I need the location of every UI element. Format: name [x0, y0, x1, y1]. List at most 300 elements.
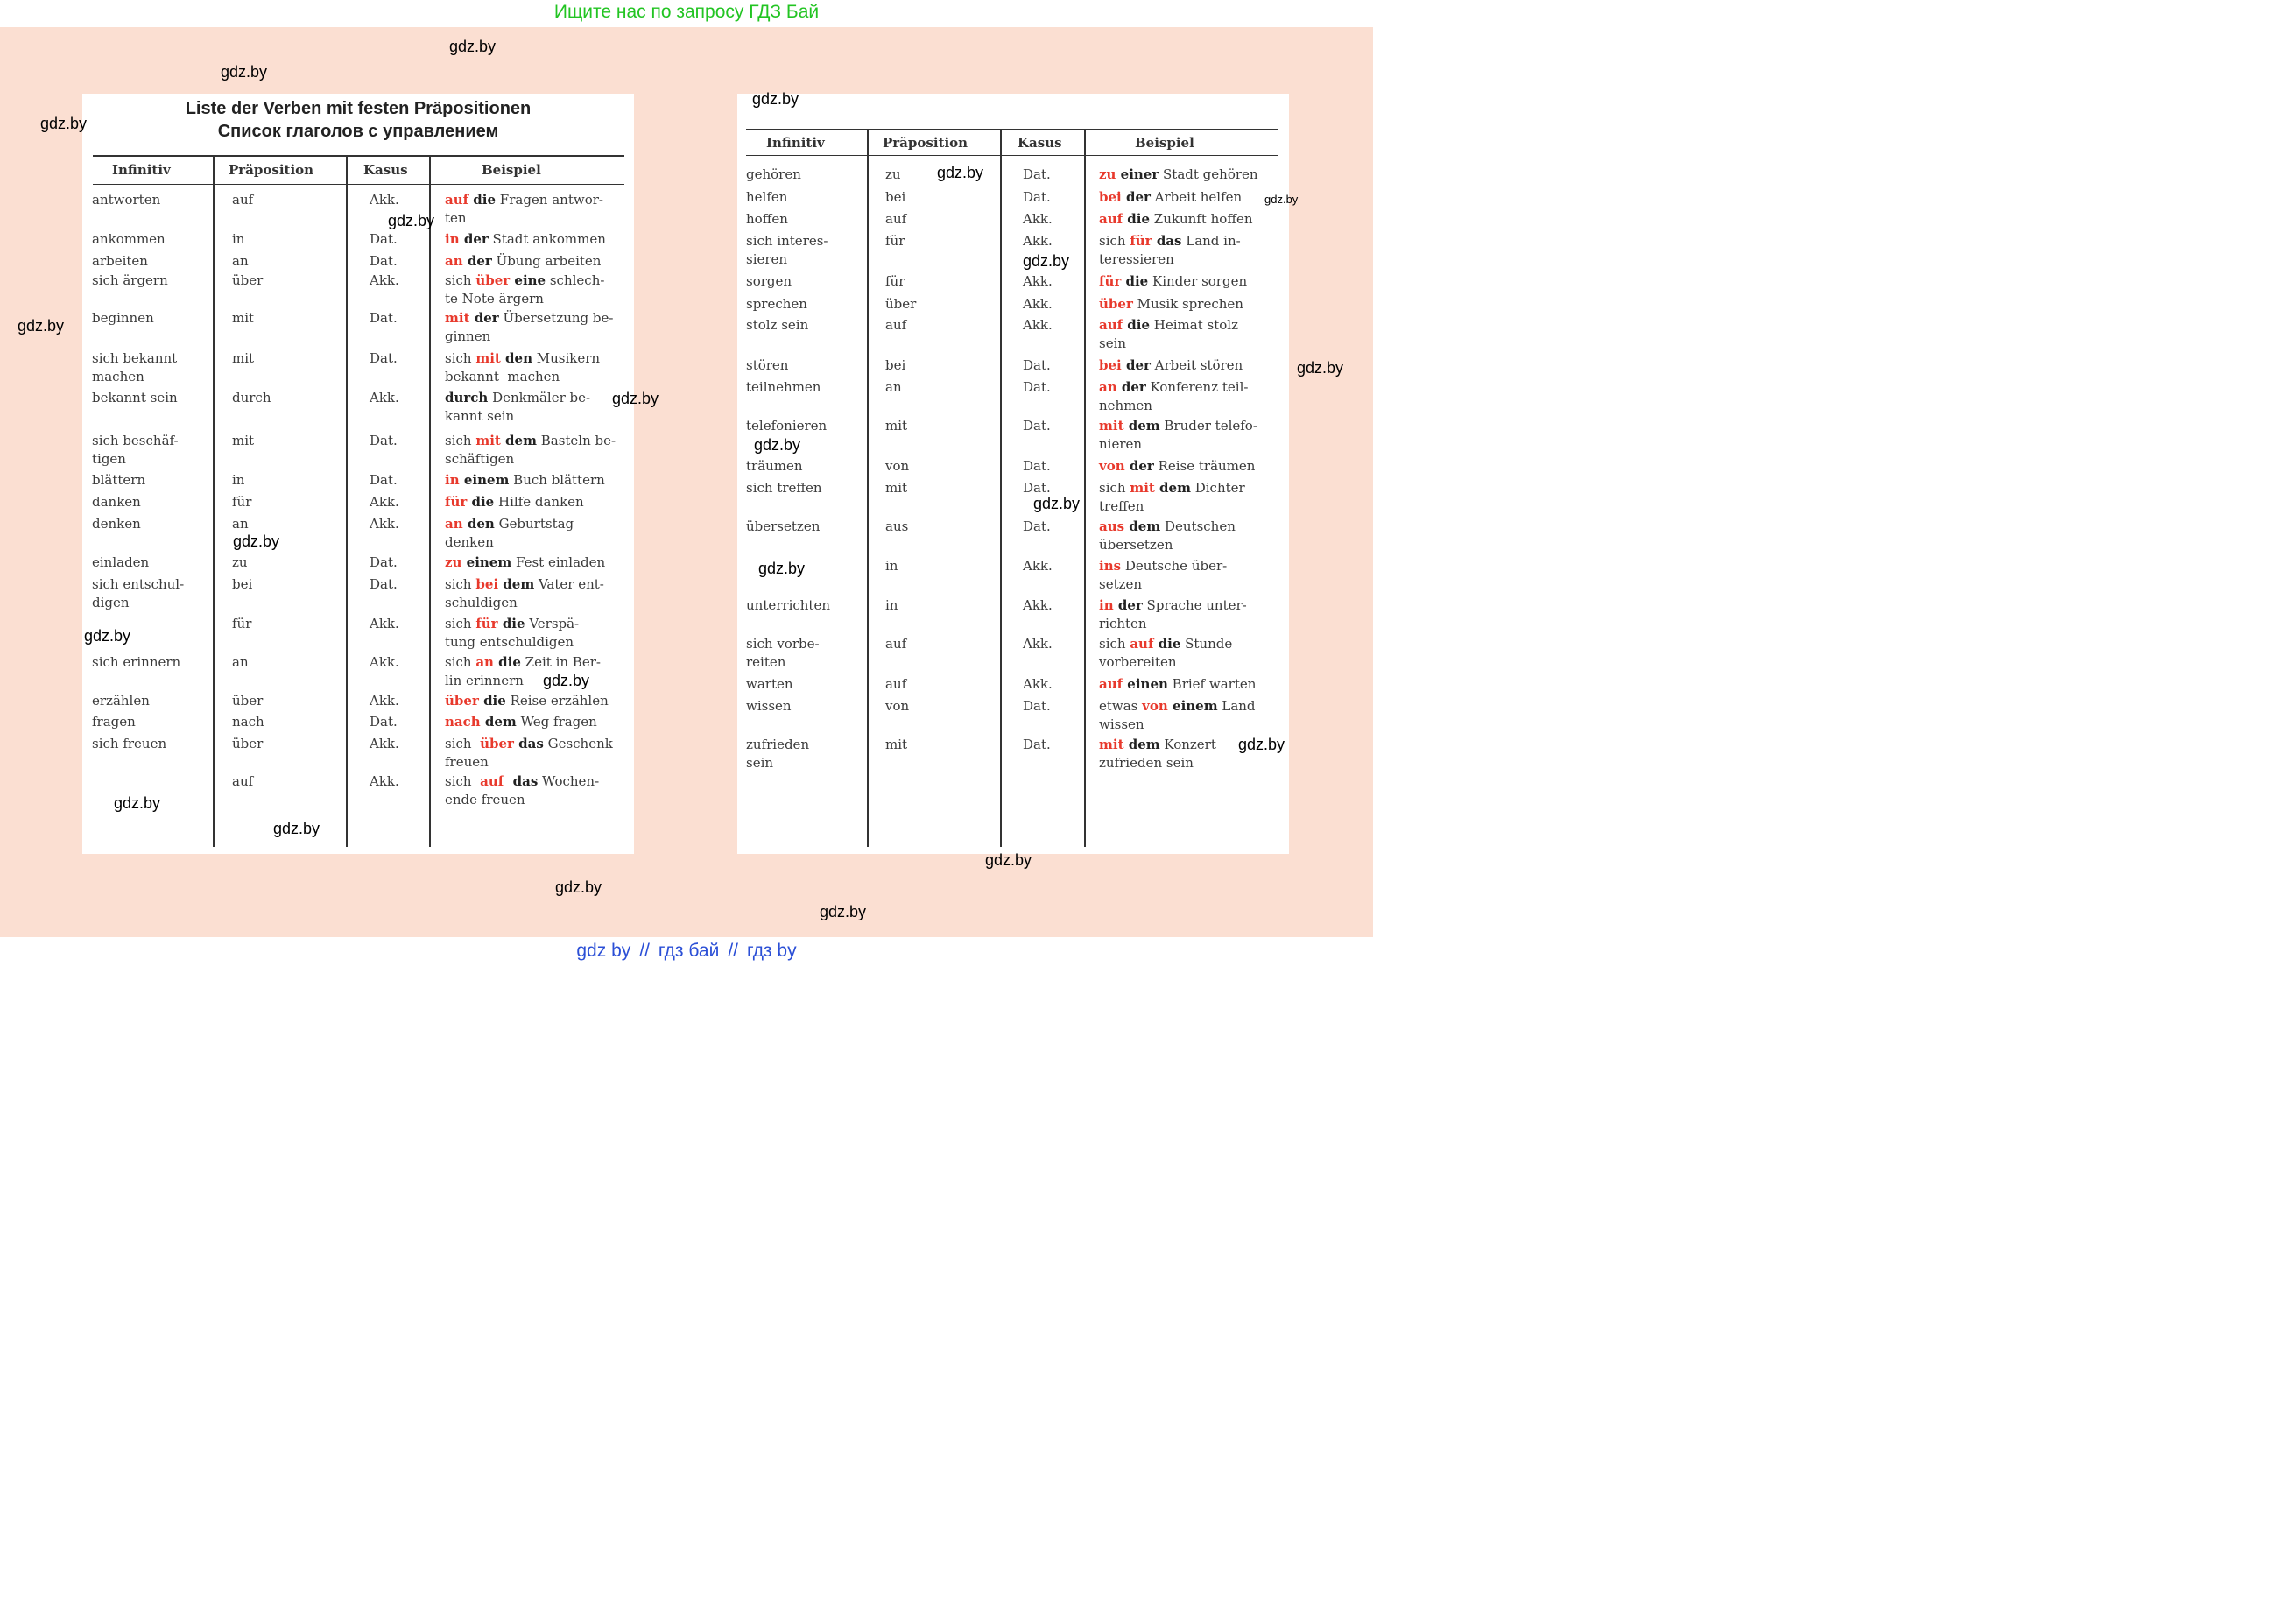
beispiel-line — [445, 471, 605, 490]
beispiel-line — [445, 575, 604, 594]
cell-beispiel — [1099, 166, 1258, 184]
cell-praeposition: durch — [232, 390, 271, 406]
infinitiv-line: sich beschäf- — [92, 433, 179, 448]
cell-beispiel — [445, 735, 613, 772]
cell-praeposition: über — [232, 693, 264, 709]
example-text: nehmen — [1099, 398, 1152, 413]
cell-praeposition: mit — [885, 737, 908, 752]
cell-praeposition: bei — [885, 357, 906, 373]
beispiel-line — [445, 615, 579, 633]
beispiel-line — [1099, 754, 1216, 772]
cell-infinitiv — [746, 232, 828, 269]
cell-kasus: Akk. — [1023, 296, 1053, 312]
example-text: Reise träumen — [1153, 458, 1256, 474]
watermark: gdz.by — [84, 627, 131, 645]
preposition-highlight: für — [1099, 273, 1122, 289]
example-text: Arbeit stören — [1150, 357, 1243, 373]
article-bold: dem — [500, 433, 537, 448]
example-text: sich — [445, 773, 481, 789]
article-bold: die — [467, 494, 495, 510]
watermark: gdz.by — [555, 878, 602, 896]
infinitiv-line: wissen — [746, 698, 792, 714]
cell-kasus: Dat. — [1023, 698, 1051, 714]
example-text: etwas — [1099, 698, 1143, 714]
preposition-highlight: zu — [1099, 166, 1116, 182]
cell-kasus: Dat. — [370, 231, 398, 247]
preposition-highlight: auf — [480, 773, 504, 789]
example-text: übersetzen — [1099, 537, 1173, 553]
example-text: richten — [1099, 616, 1147, 631]
infinitiv-line: teilnehmen — [746, 379, 821, 395]
infinitiv-line: tigen — [92, 451, 126, 467]
example-text: Geburtstag — [494, 516, 574, 532]
banner-separator: // — [728, 941, 738, 961]
preposition-highlight: bei — [1099, 357, 1122, 373]
preposition-highlight: auf — [1130, 636, 1154, 652]
example-text: wissen — [1099, 716, 1144, 732]
article-bold: einer — [1116, 166, 1159, 182]
cell-beispiel — [1099, 356, 1243, 375]
article-bold: das — [504, 773, 539, 789]
infinitiv-line: stören — [746, 357, 789, 373]
infinitiv-line: telefonieren — [746, 418, 828, 434]
beispiel-line — [1099, 166, 1258, 184]
cell-kasus: Akk. — [370, 736, 399, 751]
beispiel-line — [445, 230, 606, 249]
right-table-panel — [737, 94, 1289, 854]
example-text: ende freuen — [445, 792, 525, 808]
article-bold: der — [1121, 357, 1151, 373]
banner-link[interactable]: гдз by — [746, 941, 797, 961]
article-bold: dem — [480, 714, 517, 730]
cell-kasus: Akk. — [370, 654, 399, 670]
watermark: gdz.by — [114, 794, 161, 812]
example-text: Konferenz teil- — [1145, 379, 1249, 395]
example-text: sich — [445, 576, 476, 592]
article-bold: den — [462, 516, 495, 532]
example-text: Fest einladen — [511, 554, 606, 570]
beispiel-line — [445, 753, 613, 772]
cell-infinitiv — [746, 518, 820, 536]
preposition-highlight: ins — [1099, 558, 1122, 574]
beispiel-line — [1099, 435, 1257, 454]
column-divider — [213, 155, 215, 847]
example-text: Deutsche über- — [1121, 558, 1228, 574]
cell-kasus: Dat. — [1023, 166, 1051, 182]
cell-praeposition: in — [885, 558, 898, 574]
example-text: tung entschuldigen — [445, 634, 574, 650]
beispiel-line — [445, 252, 601, 271]
header-praeposition: Präposition — [229, 162, 314, 178]
cell-beispiel — [445, 272, 604, 308]
cell-infinitiv — [92, 252, 148, 271]
header-kasus: Kasus — [363, 162, 408, 178]
cell-beispiel — [445, 615, 579, 652]
cell-beispiel — [1099, 295, 1243, 314]
cell-kasus: Akk. — [370, 494, 399, 510]
cell-beispiel — [445, 493, 584, 511]
cell-praeposition: über — [885, 296, 917, 312]
cell-infinitiv — [746, 166, 801, 184]
cell-praeposition: zu — [232, 554, 248, 570]
cell-praeposition: von — [885, 698, 910, 714]
article-bold: die — [1123, 211, 1151, 227]
cell-kasus: Dat. — [1023, 458, 1051, 474]
infinitiv-line: blättern — [92, 472, 146, 488]
infinitiv-line: sein — [746, 755, 774, 771]
cell-infinitiv — [746, 378, 821, 397]
beispiel-line — [1099, 596, 1247, 615]
cell-infinitiv — [746, 479, 822, 497]
beispiel-line — [1099, 635, 1232, 653]
preposition-highlight: zu — [445, 554, 462, 570]
beispiel-line — [445, 713, 597, 731]
example-text: Basteln be- — [536, 433, 616, 448]
infinitiv-line: sich freuen — [92, 736, 167, 751]
cell-infinitiv — [92, 272, 168, 290]
example-text: Fragen antwor- — [496, 192, 603, 208]
beispiel-line — [445, 772, 599, 791]
example-text: denken — [445, 534, 494, 550]
banner-separator: // — [639, 941, 650, 961]
example-text: Dichter — [1190, 480, 1245, 496]
cell-infinitiv — [746, 316, 808, 335]
article-bold: eine — [510, 272, 546, 288]
cell-praeposition: für — [232, 494, 252, 510]
cell-infinitiv — [746, 635, 820, 672]
example-text: ginnen — [445, 328, 491, 344]
preposition-highlight: an — [445, 516, 463, 532]
cell-kasus: Akk. — [370, 390, 399, 406]
infinitiv-line: ankommen — [92, 231, 166, 247]
cell-beispiel — [445, 389, 590, 426]
infinitiv-line: sich interes- — [746, 233, 828, 249]
preposition-highlight: mit — [1130, 480, 1155, 496]
header-kasus: Kasus — [1018, 135, 1062, 151]
example-text: Stunde — [1180, 636, 1233, 652]
cell-praeposition: mit — [232, 310, 255, 326]
watermark: gdz.by — [221, 63, 268, 81]
beispiel-line — [1099, 557, 1227, 575]
beispiel-line — [445, 349, 600, 368]
beispiel-line — [1099, 417, 1257, 435]
beispiel-line — [445, 272, 604, 290]
beispiel-line — [1099, 697, 1256, 716]
cell-kasus: Akk. — [1023, 317, 1053, 333]
article-bold: durch — [445, 390, 489, 406]
watermark: gdz.by — [449, 38, 497, 55]
beispiel-line — [445, 493, 584, 511]
beispiel-line — [445, 328, 613, 346]
infinitiv-line: machen — [92, 369, 144, 384]
article-bold: den — [500, 350, 532, 366]
article-bold: die — [1123, 317, 1151, 333]
article-bold: einem — [459, 472, 510, 488]
example-text: freuen — [445, 754, 489, 770]
article-bold: der — [1121, 189, 1151, 205]
cell-kasus: Dat. — [370, 554, 398, 570]
cell-infinitiv — [746, 596, 830, 615]
cell-infinitiv — [92, 230, 166, 249]
watermark: gdz.by — [1238, 736, 1285, 753]
cell-infinitiv — [92, 735, 166, 753]
beispiel-line — [445, 191, 603, 209]
column-divider — [867, 129, 869, 847]
example-text: Kinder sorgen — [1148, 273, 1248, 289]
cell-kasus: Akk. — [1023, 211, 1053, 227]
preposition-highlight: auf — [445, 192, 469, 208]
example-text: Zeit in Ber- — [520, 654, 601, 670]
beispiel-line — [1099, 295, 1243, 314]
article-bold: einem — [1167, 698, 1218, 714]
cell-praeposition: zu — [885, 166, 901, 182]
watermark: gdz.by — [233, 532, 280, 550]
preposition-highlight: auf — [1099, 676, 1123, 692]
beispiel-line — [445, 450, 616, 469]
cell-praeposition: mit — [885, 418, 908, 434]
beispiel-line — [1099, 378, 1248, 397]
cell-infinitiv — [746, 210, 788, 229]
cell-kasus: Dat. — [1023, 518, 1051, 534]
cell-infinitiv — [92, 432, 179, 469]
top-banner: Ищите нас по запросу ГДЗ Бай — [553, 2, 820, 22]
watermark: gdz.by — [752, 90, 799, 108]
beispiel-line — [1099, 518, 1236, 536]
cell-beispiel — [445, 471, 605, 490]
watermark: gdz.by — [388, 212, 435, 229]
banner-link[interactable]: gdz by — [576, 941, 631, 961]
beispiel-line — [445, 735, 613, 753]
cell-kasus: Akk. — [1023, 558, 1053, 574]
example-text: sein — [1099, 335, 1127, 351]
cell-beispiel — [1099, 736, 1216, 772]
cell-praeposition: bei — [885, 189, 906, 205]
beispiel-line — [1099, 736, 1216, 754]
infinitiv-line: unterrichten — [746, 597, 830, 613]
article-bold: der — [469, 310, 499, 326]
cell-praeposition: an — [232, 654, 249, 670]
cell-infinitiv — [92, 713, 136, 731]
cell-infinitiv — [92, 692, 150, 710]
article-bold: die — [493, 654, 521, 670]
preposition-highlight: über — [475, 272, 511, 288]
cell-infinitiv — [746, 356, 788, 375]
article-bold: der — [1113, 597, 1143, 613]
infinitiv-line: erzählen — [92, 693, 150, 709]
example-text: Land in- — [1181, 233, 1241, 249]
bottom-banner — [0, 937, 1373, 966]
beispiel-line — [1099, 457, 1255, 476]
example-text: treffen — [1099, 498, 1144, 514]
example-text: sich — [445, 272, 476, 288]
watermark: gdz.by — [18, 317, 65, 335]
article-bold: einen — [1123, 676, 1168, 692]
infinitiv-line: denken — [92, 516, 141, 532]
cell-infinitiv — [746, 736, 809, 772]
cell-infinitiv — [92, 191, 160, 209]
infinitiv-line: sich entschul- — [92, 576, 185, 592]
example-text: sich — [445, 616, 476, 631]
article-bold: die — [478, 693, 506, 709]
title-russian: Список глаголов с управлением — [217, 122, 499, 141]
cell-praeposition: für — [232, 616, 252, 631]
title-german: Liste der Verben mit festen Präpositionen — [185, 99, 532, 118]
cell-beispiel — [1099, 457, 1255, 476]
cell-infinitiv — [92, 653, 180, 672]
watermark: gdz.by — [1033, 495, 1081, 512]
example-text: Sprache unter- — [1142, 597, 1247, 613]
cell-beispiel — [1099, 596, 1247, 633]
preposition-highlight: mit — [475, 433, 501, 448]
cell-praeposition: nach — [232, 714, 264, 730]
cell-beispiel — [1099, 697, 1256, 734]
article-bold: die — [468, 192, 497, 208]
article-bold: der — [1124, 458, 1154, 474]
header-infinitiv: Infinitiv — [112, 162, 171, 178]
cell-beispiel — [445, 515, 574, 552]
header-praeposition: Präposition — [883, 135, 968, 151]
cell-beispiel — [1099, 210, 1253, 229]
cell-praeposition: mit — [232, 433, 255, 448]
infinitiv-line: einladen — [92, 554, 150, 570]
watermark: gdz.by — [758, 560, 806, 577]
example-text: Stadt ankommen — [488, 231, 606, 247]
infinitiv-line: antworten — [92, 192, 161, 208]
cell-praeposition: über — [232, 272, 264, 288]
beispiel-line — [445, 692, 609, 710]
cell-infinitiv — [92, 349, 177, 386]
beispiel-line — [445, 791, 599, 809]
preposition-highlight: über — [445, 693, 479, 709]
cell-praeposition: bei — [232, 576, 253, 592]
example-text: schlech- — [546, 272, 605, 288]
example-text: Übersetzung be- — [498, 310, 614, 326]
example-text: Zukunft hoffen — [1150, 211, 1253, 227]
cell-kasus: Akk. — [370, 516, 399, 532]
cell-infinitiv — [746, 295, 807, 314]
watermark: gdz.by — [543, 672, 590, 689]
cell-praeposition: auf — [885, 317, 907, 333]
infinitiv-line: fragen — [92, 714, 136, 730]
example-text: bekannt machen — [445, 369, 560, 384]
cell-praeposition: auf — [232, 192, 254, 208]
preposition-highlight: über — [480, 736, 514, 751]
cell-beispiel — [445, 554, 605, 572]
cell-infinitiv — [746, 272, 792, 291]
example-text: Übung arbeiten — [491, 253, 602, 269]
example-text: teressieren — [1099, 251, 1174, 267]
cell-infinitiv — [92, 309, 154, 328]
article-bold: dem — [1123, 737, 1160, 752]
article-bold: die — [1121, 273, 1149, 289]
example-text: sich — [445, 654, 476, 670]
example-text: Land — [1217, 698, 1256, 714]
cell-kasus: Akk. — [1023, 233, 1053, 249]
beispiel-line — [1099, 675, 1256, 694]
cell-praeposition: auf — [885, 636, 907, 652]
infinitiv-line: sprechen — [746, 296, 807, 312]
article-bold: die — [497, 616, 525, 631]
preposition-highlight: mit — [1099, 737, 1124, 752]
example-text: setzen — [1099, 576, 1143, 592]
cell-kasus: Dat. — [370, 253, 398, 269]
preposition-highlight: an — [445, 253, 463, 269]
example-text: Denkmäler be- — [488, 390, 591, 406]
banner-link[interactable]: гдз бай — [658, 941, 720, 961]
beispiel-line — [445, 653, 601, 672]
article-bold: die — [1153, 636, 1181, 652]
article-bold: das — [1152, 233, 1182, 249]
infinitiv-line: danken — [92, 494, 141, 510]
cell-beispiel — [445, 772, 599, 809]
example-text: sich — [1099, 636, 1130, 652]
beispiel-line — [1099, 335, 1238, 353]
watermark: gdz.by — [40, 115, 88, 132]
beispiel-line — [445, 515, 574, 533]
beispiel-line — [1099, 536, 1236, 554]
cell-beispiel — [445, 713, 597, 731]
infinitiv-line: übersetzen — [746, 518, 821, 534]
example-text: Konzert — [1159, 737, 1216, 752]
preposition-highlight: an — [475, 654, 494, 670]
preposition-highlight: auf — [1099, 211, 1123, 227]
cell-beispiel — [445, 309, 613, 346]
cell-kasus: Dat. — [1023, 357, 1051, 373]
header-beispiel: Beispiel — [482, 162, 541, 178]
example-text: Heimat stolz — [1150, 317, 1238, 333]
preposition-highlight: für — [445, 494, 468, 510]
cell-kasus: Dat. — [1023, 379, 1051, 395]
article-bold: das — [513, 736, 544, 751]
beispiel-line — [1099, 188, 1242, 207]
beispiel-line — [445, 533, 574, 552]
table-header-rule — [746, 155, 1278, 156]
preposition-highlight: über — [1099, 296, 1133, 312]
infinitiv-line: sich bekannt — [92, 350, 178, 366]
example-text: Reise erzählen — [505, 693, 609, 709]
cell-beispiel — [445, 252, 601, 271]
cell-infinitiv — [746, 697, 792, 716]
column-divider — [1084, 129, 1086, 847]
infinitiv-line: gehören — [746, 166, 801, 182]
beispiel-line — [445, 290, 604, 308]
cell-kasus: Akk. — [1023, 597, 1053, 613]
infinitiv-line: sich vorbe- — [746, 636, 820, 652]
article-bold: dem — [1124, 518, 1161, 534]
cell-beispiel — [445, 349, 600, 386]
beispiel-line — [1099, 250, 1241, 269]
cell-kasus: Akk. — [370, 693, 399, 709]
example-text: sich — [445, 433, 476, 448]
column-divider — [429, 155, 431, 847]
watermark: gdz.by — [1023, 252, 1070, 270]
beispiel-line — [445, 633, 579, 652]
preposition-highlight: aus — [1099, 518, 1125, 534]
cell-beispiel — [445, 191, 603, 228]
cell-kasus: Dat. — [1023, 737, 1051, 752]
watermark: gdz.by — [612, 390, 659, 407]
cell-kasus: Akk. — [1023, 273, 1053, 289]
article-bold: dem — [1154, 480, 1191, 496]
watermark: gdz.by — [985, 851, 1032, 869]
beispiel-line — [445, 209, 603, 228]
watermark: gdz.by — [273, 820, 320, 837]
cell-kasus: Akk. — [370, 616, 399, 631]
cell-infinitiv — [746, 675, 793, 694]
infinitiv-line: sich erinnern — [92, 654, 181, 670]
beispiel-line — [445, 309, 613, 328]
beispiel-line — [1099, 615, 1247, 633]
